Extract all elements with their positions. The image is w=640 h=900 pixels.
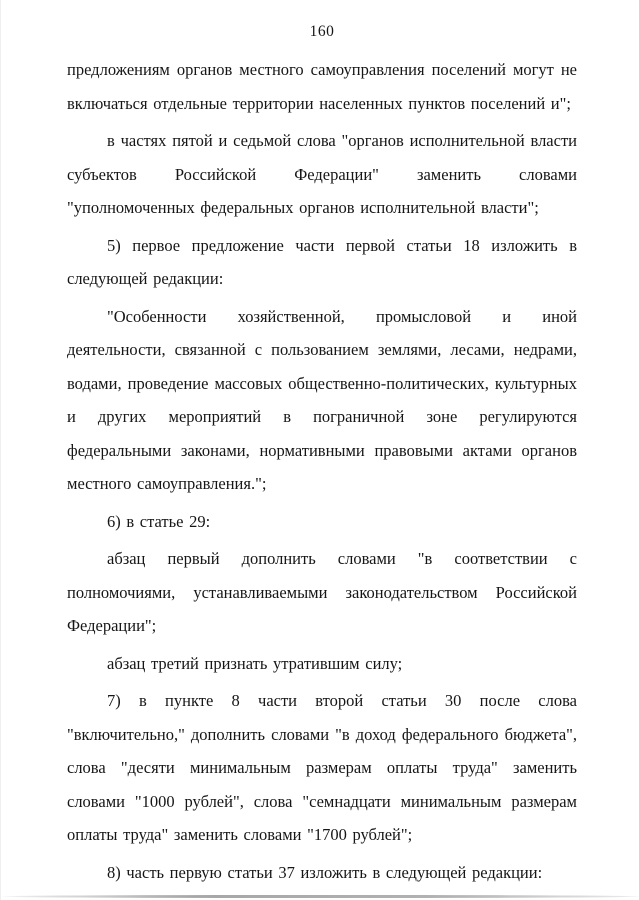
paragraph: 5) первое предложение части первой статьи 18 изложить в следующей редакции: xyxy=(67,235,577,288)
paragraph: 7) в пункте 8 части второй статьи 30 после слова "включительно," дополнить словами "в доход федерального бюджета", слова "десяти минимальным размерам оплаты труда" заменить словами "1000 рублей", слова "семнадцати минимальным размерам оплаты труда" заменить словами "1700 рублей"; xyxy=(67,691,577,844)
paragraph: "Особенности хозяйственной, промысловой и иной деятельности, связанной с пользованием землями, лесами, недрами, водами, проведение массовых общественно-политических, культурных и других мероприятий в пограничной зоне регулируются федеральными законами, нормативными правовыми актами органов местного самоуправления."; xyxy=(67,306,577,493)
page-number: 160 xyxy=(309,23,335,40)
paragraph: 8) часть первую статьи 37 изложить в следующей редакции: xyxy=(107,862,543,882)
paragraph: в частях пятой и седьмой слова "органов исполнительной власти субъектов Российской Федерации" заменить словами "уполномоченных федеральных органов исполнительной власти"; xyxy=(67,131,577,217)
paragraph: предложениям органов местного самоуправления поселений могут не включаться отдельные территории населенных пунктов поселений и"; xyxy=(67,60,577,113)
paragraph: абзац первый дополнить словами "в соответствии с полномочиями, устанавливаемыми законодательством Российской Федерации"; xyxy=(67,549,577,635)
paragraph: абзац третий признать утратившим силу; xyxy=(107,653,403,673)
paragraph: 6) в статье 29: xyxy=(107,511,211,531)
